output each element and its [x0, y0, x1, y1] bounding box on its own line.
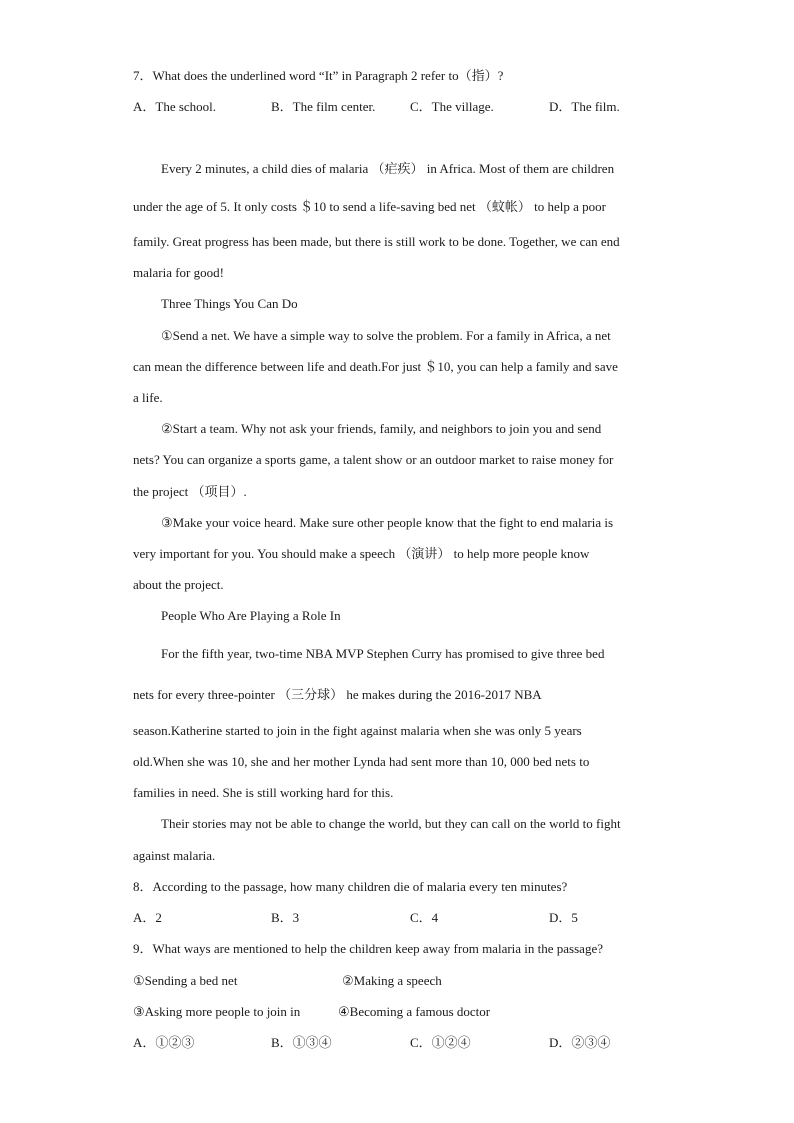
- item-2-line: the project （项目）.: [133, 484, 247, 499]
- q7-option-d: D．The film.: [549, 99, 620, 114]
- question-7: 7．What does the underlined word “It” in Paragraph 2 refer to（指）?: [133, 68, 504, 83]
- q9-choice-2: ②Making a speech: [342, 973, 442, 988]
- q9-option-a: A．①②③: [133, 1035, 195, 1050]
- q8-option-a: A．2: [133, 910, 162, 925]
- item-3-line: very important for you. You should make a speech （演讲） to help more people know: [133, 546, 590, 561]
- people-line: nets for every three-pointer （三分球） he makes during the 2016-2017 NBA: [133, 687, 542, 702]
- people-line: old.When she was 10, she and her mother Lynda had sent more than 10, 000 bed nets to: [133, 754, 590, 769]
- q9-choice-4: ④Becoming a famous doctor: [338, 1004, 491, 1019]
- question-9: 9．What ways are mentioned to help the children keep away from malaria in the passage?: [133, 941, 603, 956]
- q9-option-b: B．①③④: [271, 1035, 332, 1050]
- q8-option-c: C．4: [410, 910, 439, 925]
- section-heading-people: People Who Are Playing a Role In: [161, 608, 341, 623]
- closing-line: against malaria.: [133, 848, 216, 863]
- q8-option-d: D．5: [549, 910, 578, 925]
- passage-intro-line: Every 2 minutes, a child dies of malaria （疟疾） in Africa. Most of them are children: [161, 161, 615, 176]
- item-1-line: a life.: [133, 390, 163, 405]
- item-1-line: ①Send a net. We have a simple way to solve the problem. For a family in Africa, a net: [161, 328, 611, 343]
- closing-line: Their stories may not be able to change the world, but they can call on the world to fight: [161, 816, 621, 831]
- q7-option-c: C．The village.: [410, 99, 494, 114]
- passage-intro-line: family. Great progress has been made, but there is still work to be done. Together, we can end: [133, 234, 620, 249]
- item-3-line: about the project.: [133, 577, 224, 592]
- question-8: 8．According to the passage, how many children die of malaria every ten minutes?: [133, 879, 568, 894]
- item-2-line: ②Start a team. Why not ask your friends, family, and neighbors to join you and send: [161, 421, 602, 436]
- passage-intro-line: malaria for good!: [133, 265, 224, 280]
- people-line: For the fifth year, two-time NBA MVP Stephen Curry has promised to give three bed: [161, 646, 605, 661]
- people-line: season.Katherine started to join in the fight against malaria when she was only 5 years: [133, 723, 582, 738]
- people-line: families in need. She is still working hard for this.: [133, 785, 394, 800]
- q7-option-b: B．The film center.: [271, 99, 376, 114]
- q7-option-a: A．The school.: [133, 99, 217, 114]
- q9-choice-3: ③Asking more people to join in: [133, 1004, 301, 1019]
- passage-intro-line: under the age of 5. It only costs ＄10 to send a life-saving bed net （蚊帐） to help a poor: [133, 199, 606, 214]
- item-1-line: can mean the difference between life and death.For just ＄10, you can help a family and save: [133, 359, 618, 374]
- q9-option-d: D．②③④: [549, 1035, 611, 1050]
- item-2-line: nets? You can organize a sports game, a talent show or an outdoor market to raise money for: [133, 452, 614, 467]
- q8-option-b: B．3: [271, 910, 300, 925]
- section-heading-things: Three Things You Can Do: [161, 296, 298, 311]
- item-3-line: ③Make your voice heard. Make sure other people know that the fight to end malaria is: [161, 515, 614, 530]
- q9-choice-1: ①Sending a bed net: [133, 973, 238, 988]
- q9-option-c: C．①②④: [410, 1035, 471, 1050]
